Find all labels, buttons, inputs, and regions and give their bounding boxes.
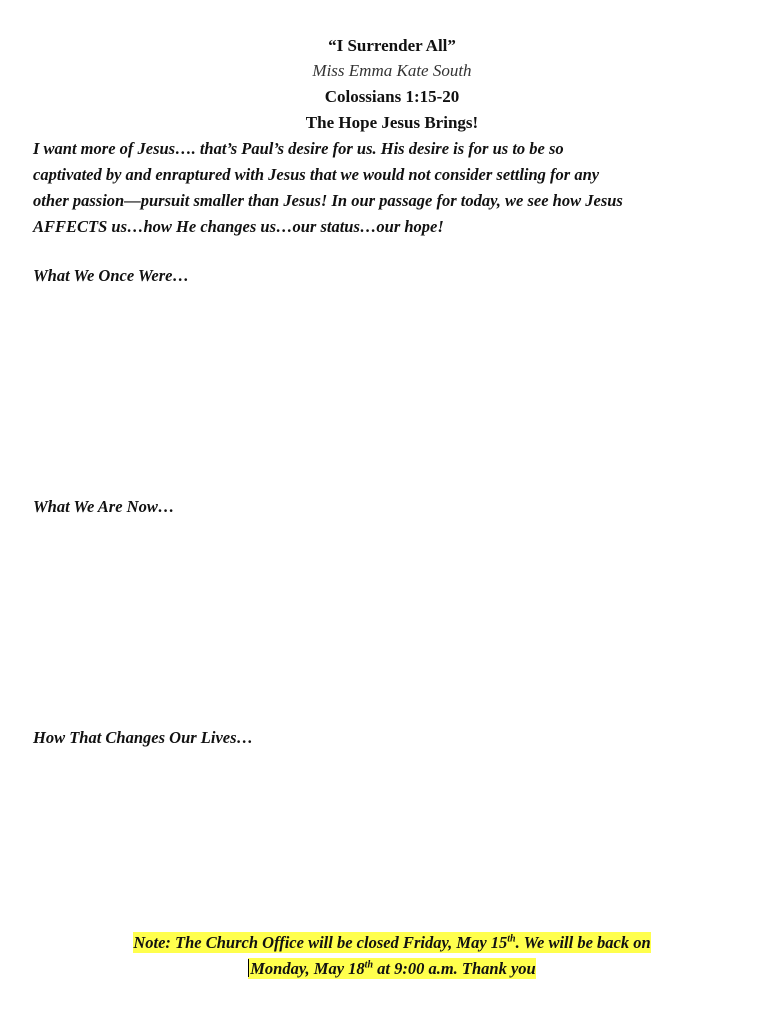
sermon-title: The Hope Jesus Brings! <box>305 113 479 132</box>
office-closure-note <box>0 930 784 982</box>
intro-paragraph <box>33 136 753 240</box>
note-line-1 <box>0 930 784 956</box>
note-highlight <box>133 932 650 953</box>
note-highlight <box>248 958 536 979</box>
intro-line: I want more of Jesus…. that’s Paul’s desire for us. His desire is for us to be so <box>33 139 564 158</box>
ordinal-suffix: th <box>364 959 374 971</box>
song-title: “I Surrender All” <box>328 36 456 55</box>
scripture-reference: Colossians 1:15-20 <box>324 87 460 106</box>
intro-line: other passion—pursuit smaller than Jesus! In our passage for today, we see how Jesus <box>33 191 623 210</box>
ordinal-suffix: th <box>507 933 516 945</box>
intro-line: AFFECTS us…how He changes us…our status…our hope! <box>33 217 444 236</box>
note-text: Monday, May 18 <box>250 959 365 978</box>
section-heading-changes-lives: How That Changes Our Lives… <box>33 728 254 747</box>
note-line-2 <box>0 956 784 982</box>
section-heading-once-were: What We Once Were… <box>33 266 189 285</box>
note-text: at 9:00 a.m. Thank you <box>373 959 536 978</box>
section-heading-are-now: What We Are Now… <box>33 497 175 516</box>
note-text: . We will be back on <box>515 933 651 952</box>
note-text: Note: The Church Office will be closed Friday, May 15 <box>133 933 508 952</box>
soloist-name: Miss Emma Kate South <box>312 61 472 80</box>
intro-line: captivated by and enraptured with Jesus that we would not consider settling for any <box>33 165 600 184</box>
